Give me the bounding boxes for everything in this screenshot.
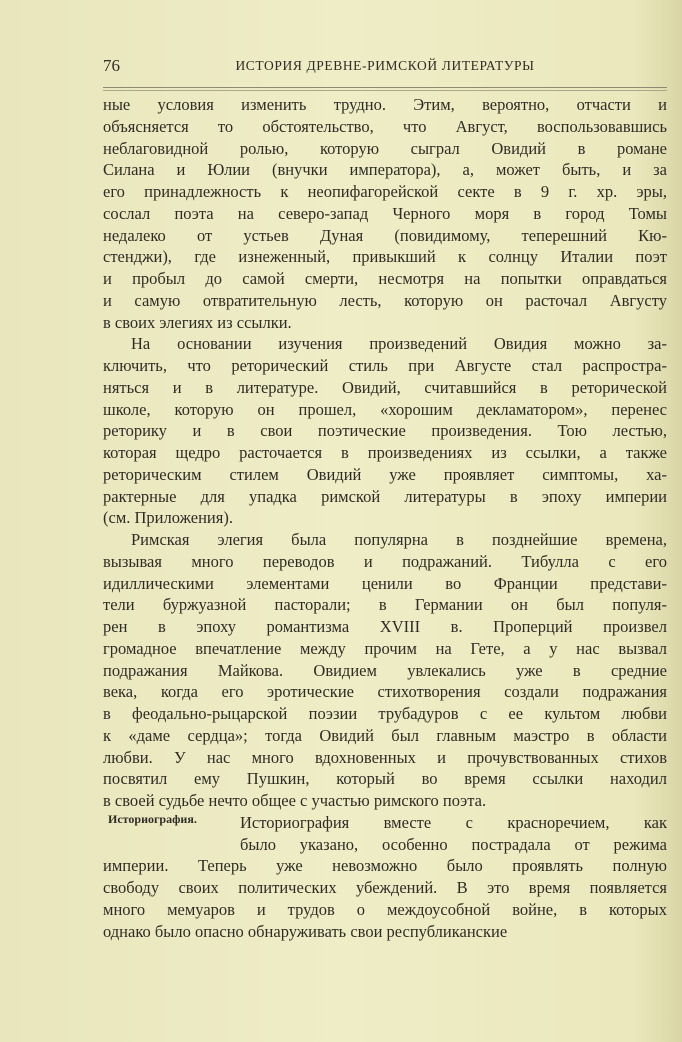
header-rule [103, 87, 667, 88]
text-line: посвятил ему Пушкин, который во время ссылки находил [103, 769, 667, 789]
text-line: идиллическими элементами ценили во Франции представи- [103, 573, 667, 593]
text-line: любви. У нас много вдохновенных и прочувствованных стихов [103, 747, 667, 767]
text-line: реторическим стилем Овидий уже проявляет симптомы, ха- [103, 464, 667, 484]
text-line: няться и в литературе. Овидий, считавшийся в реторической [103, 377, 667, 397]
page-body [103, 94, 667, 942]
text-line: стенджи), где изнеженный, привыкший к солнцу Италии поэт [103, 247, 667, 267]
text-line: громадное впечатление между прочим на Гете, а у нас вызвал [103, 638, 667, 658]
margin-note: Историография. [108, 812, 197, 826]
text-line: было указано, особенно пострадала от режима [240, 834, 667, 854]
text-line: объясняется то обстоятельство, что Август, воспользовавшись [103, 116, 667, 136]
text-line: много мемуаров и трудов о междоусобной войне, в которых [103, 899, 667, 919]
header-rule-secondary [103, 90, 667, 91]
text-line: Римская элегия была популярна в позднейшие времена, [131, 530, 667, 549]
text-line: Силана и Юлии (внучки императора), а, может быть, и за [103, 160, 667, 180]
text-line: империи. Теперь уже невозможно было проявлять полную [103, 856, 667, 876]
text-line: его принадлежность к неопифагорейской секте в 9 г. хр. эры, [103, 182, 667, 201]
text-line: (см. Приложения). [103, 508, 233, 528]
text-line: сослал поэта на северо-запад Черного моря в город Томы [103, 203, 667, 223]
text-line: Историография вместе с красноречием, как [240, 812, 667, 832]
text-line: тели буржуазной пасторали; в Германии он был популя- [103, 595, 667, 615]
text-line: ные условия изменить трудно. Этим, вероятно, отчасти и [103, 95, 667, 114]
text-line: неблаговидной ролью, которую сыграл Овидий в романе [103, 138, 667, 158]
text-line: и самую отвратительную лесть, которую он расточал Августу [103, 290, 667, 310]
running-title: ИСТОРИЯ ДРЕВНЕ-РИМСКОЙ ЛИТЕРАТУРЫ [235, 58, 535, 73]
page-number: 76 [103, 56, 120, 75]
text-line: На основании изучения произведений Овидия можно за- [131, 334, 667, 354]
text-line: в феодально-рыцарской поэзии трубадуров с ее культом любви [103, 704, 667, 723]
text-line: века, когда его эротические стихотворения создали подражания [103, 682, 667, 702]
text-line: вызывая много переводов и подражаний. Тибулла с его [103, 551, 667, 571]
text-line: школе, которую он прошел, «хорошим декламатором», перенес [103, 399, 667, 419]
text-line: к «даме сердца»; тогда Овидий был главным маэстро в области [103, 725, 667, 745]
text-line: рактерные для упадка римской литературы в эпоху империи [103, 486, 667, 506]
text-line: ключить, что реторический стиль при Августе стал распростра- [103, 356, 667, 375]
text-line: и пробыл до самой смерти, несмотря на попытки оправдаться [103, 269, 667, 288]
text-line: рен в эпоху романтизма XVIII в. Проперций произвел [103, 617, 667, 636]
text-line: подражания Майкова. Овидием увлекались уже в средние [103, 660, 667, 680]
text-line: однако было опасно обнаруживать свои республиканские [103, 921, 508, 941]
text-line: свободу своих политических убеждений. В это время появляется [103, 878, 667, 897]
text-line: в своей судьбе нечто общее с участью римского поэта. [103, 791, 487, 810]
page-header [103, 56, 667, 80]
text-line: недалеко от устьев Дуная (повидимому, теперешний Кю- [103, 225, 667, 245]
text-line: в своих элегиях из ссылки. [103, 312, 292, 332]
text-line: реторику и в свои поэтические произведения. Тою лестью, [103, 421, 667, 441]
text-line: которая щедро расточается в произведениях из ссылки, а также [103, 443, 667, 462]
